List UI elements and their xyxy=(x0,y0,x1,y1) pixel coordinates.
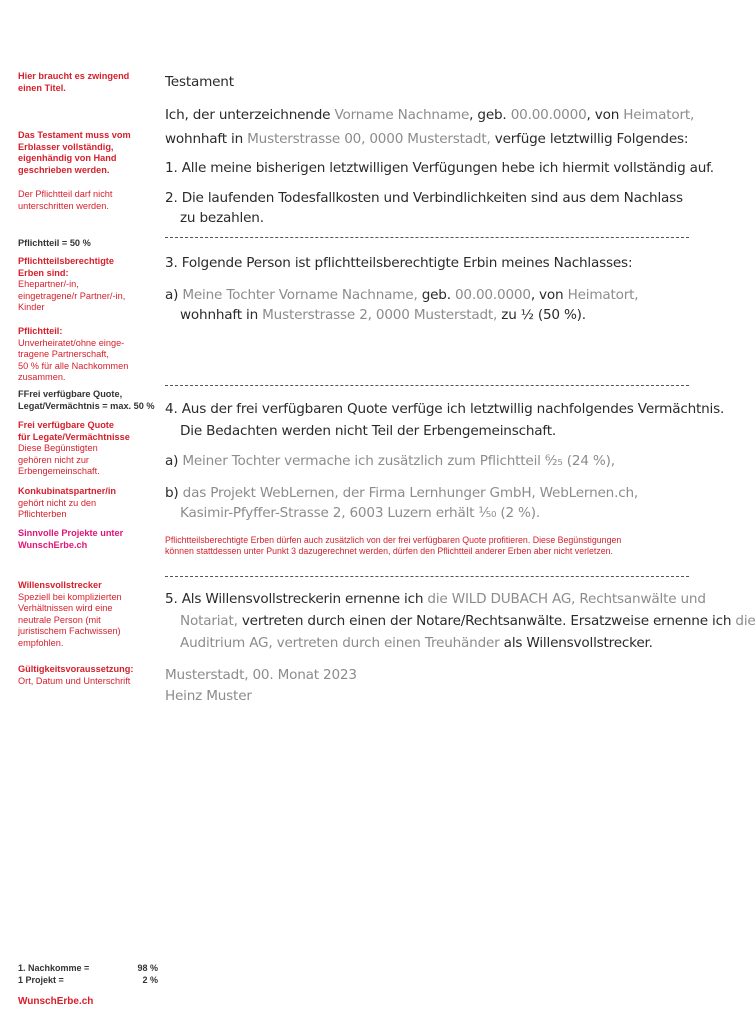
clause-4-line-2: Die Bedachten werden nicht Teil der Erbengemeinschaft. xyxy=(180,423,556,439)
document-title: Testament xyxy=(165,74,234,90)
heir-address: Musterstrasse 2, 0000 Musterstadt, xyxy=(262,307,498,323)
heir-name: Meine Tochter Vorname Nachname, xyxy=(182,287,418,303)
clause-4b-line-1: b) das Projekt WebLernen, der Firma Lernhunger GmbH, WebLernen.ch, xyxy=(165,485,639,501)
footer-row-project: 1 Projekt = 2 % xyxy=(18,975,158,985)
clause-3a-line-1: a) Meine Tochter Vorname Nachname, geb. 00.00.0000, von Heimatort, xyxy=(165,287,639,303)
note-executor: Willensvollstrecker Speziell bei komplizierten Verhältnissen wird eine neutrale Person (mit juristischem Fachwissen) empfohlen. xyxy=(18,580,122,648)
testator-origin: Heimatort, xyxy=(623,107,695,123)
clause-2-line-1: 2. Die laufenden Todesfallkosten und Verbindlichkeiten sind aus dem Nachlass xyxy=(165,190,683,206)
clause-4b-line-2: Kasimir-Pfyffer-Strasse 2, 6003 Luzern erhält ¹⁄₅₀ (2 %). xyxy=(180,505,540,521)
intro-line-1: Ich, der unterzeichnende Vorname Nachname, geb. 00.00.0000, von Heimatort, xyxy=(165,107,695,123)
divider xyxy=(165,576,689,577)
signature: Heinz Muster xyxy=(165,688,252,704)
note-title-hint: Hier braucht es zwingend einen Titel. xyxy=(18,71,130,93)
testator-address: Musterstrasse 00, 0000 Musterstadt, xyxy=(247,131,491,147)
divider xyxy=(165,237,689,238)
note-pflichtteil-limit: Der Pflichtteil darf nicht unterschritten werden. xyxy=(18,189,113,211)
note-validity: Gültigkeitsvoraussetzung: Ort, Datum und Unterschrift xyxy=(18,664,134,686)
clause-5-line-1: 5. Als Willensvollstreckerin ernenne ich die WILD DUBACH AG, Rechtsanwälte und xyxy=(165,591,706,607)
note-legacy: Frei verfügbare Quote für Legate/Vermächtnisse Diese Begünstigten gehören nicht zur Erbengemeinschaft. xyxy=(18,420,130,476)
fine-print-line-1: Pflichtteilsberechtigte Erben dürfen auch zusätzlich von der frei verfügbaren Quote profitieren. Diese Begünstigungen xyxy=(165,535,622,545)
divider xyxy=(165,385,689,386)
clause-5-line-2: Notariat, vertreten durch einen der Notare/Rechtsanwälte. Ersatzweise ernenne ich die xyxy=(180,613,756,629)
testator-dob: 00.00.0000 xyxy=(510,107,587,123)
testator-name: Vorname Nachname xyxy=(334,107,470,123)
substitute-executor: Auditrium AG, vertreten durch einen Treuhänder xyxy=(180,635,500,651)
clause-2-line-2: zu bezahlen. xyxy=(180,210,264,226)
heir-origin: Heimatort, xyxy=(567,287,639,303)
intro-line-2: wohnhaft in Musterstrasse 00, 0000 Musterstadt, verfüge letztwillig Folgendes: xyxy=(165,131,689,147)
clause-1: 1. Alle meine bisherigen letztwilligen Verfügungen hebe ich hiermit vollständig auf. xyxy=(165,160,714,176)
note-projects: Sinnvolle Projekte unter WunschErbe.ch xyxy=(18,528,124,550)
note-heirs: Pflichtteilsberechtigte Erben sind: Ehepartner/-in, eingetragene/r Partner/-in, Kinder xyxy=(18,256,126,312)
place-date: Musterstadt, 00. Monat 2023 xyxy=(165,667,357,683)
clause-3a-line-2: wohnhaft in Musterstrasse 2, 0000 Musterstadt, zu ½ (50 %). xyxy=(180,307,586,323)
clause-5-line-3: Auditrium AG, vertreten durch einen Treuhänder als Willensvollstrecker. xyxy=(180,635,653,651)
heir-dob: 00.00.0000 xyxy=(454,287,531,303)
note-partner: Konkubinatspartner/in gehört nicht zu den Pflichterben xyxy=(18,486,117,519)
note-pflichtteil: Pflichtteil: Unverheiratet/ohne einge- tragene Partnerschaft, 50 % für alle Nachkommen zusammen. xyxy=(18,326,129,382)
note-free-quote: FFrei verfügbare Quote, Legat/Vermächtnis = max. 50 % xyxy=(18,389,155,411)
clause-4-line-1: 4. Aus der frei verfügbaren Quote verfüge ich letztwillig nachfolgendes Vermächtnis. xyxy=(165,401,725,417)
footer-brand[interactable]: WunschErbe.ch xyxy=(18,996,94,1007)
clause-4a: a) Meiner Tochter vermache ich zusätzlich zum Pflichtteil ⁶⁄₂₅ (24 %), xyxy=(165,453,615,469)
fine-print-line-2: können stattdessen unter Punkt 3 dazugerechnet werden, dürfen den Pflichtteil anderer Erben aber nicht verletzen. xyxy=(165,546,613,556)
executor-firm: die WILD DUBACH AG, Rechtsanwälte und xyxy=(427,591,706,607)
note-pflichtteil-percent: Pflichtteil = 50 % xyxy=(18,238,91,248)
footer-row-descendant: 1. Nachkomme = 98 % xyxy=(18,963,158,973)
clause-3-heading: 3. Folgende Person ist pflichtteilsberechtigte Erbin meines Nachlasses: xyxy=(165,255,633,271)
note-handwritten: Das Testament muss vom Erblasser vollständig, eigenhändig von Hand geschrieben werden. xyxy=(18,130,131,175)
